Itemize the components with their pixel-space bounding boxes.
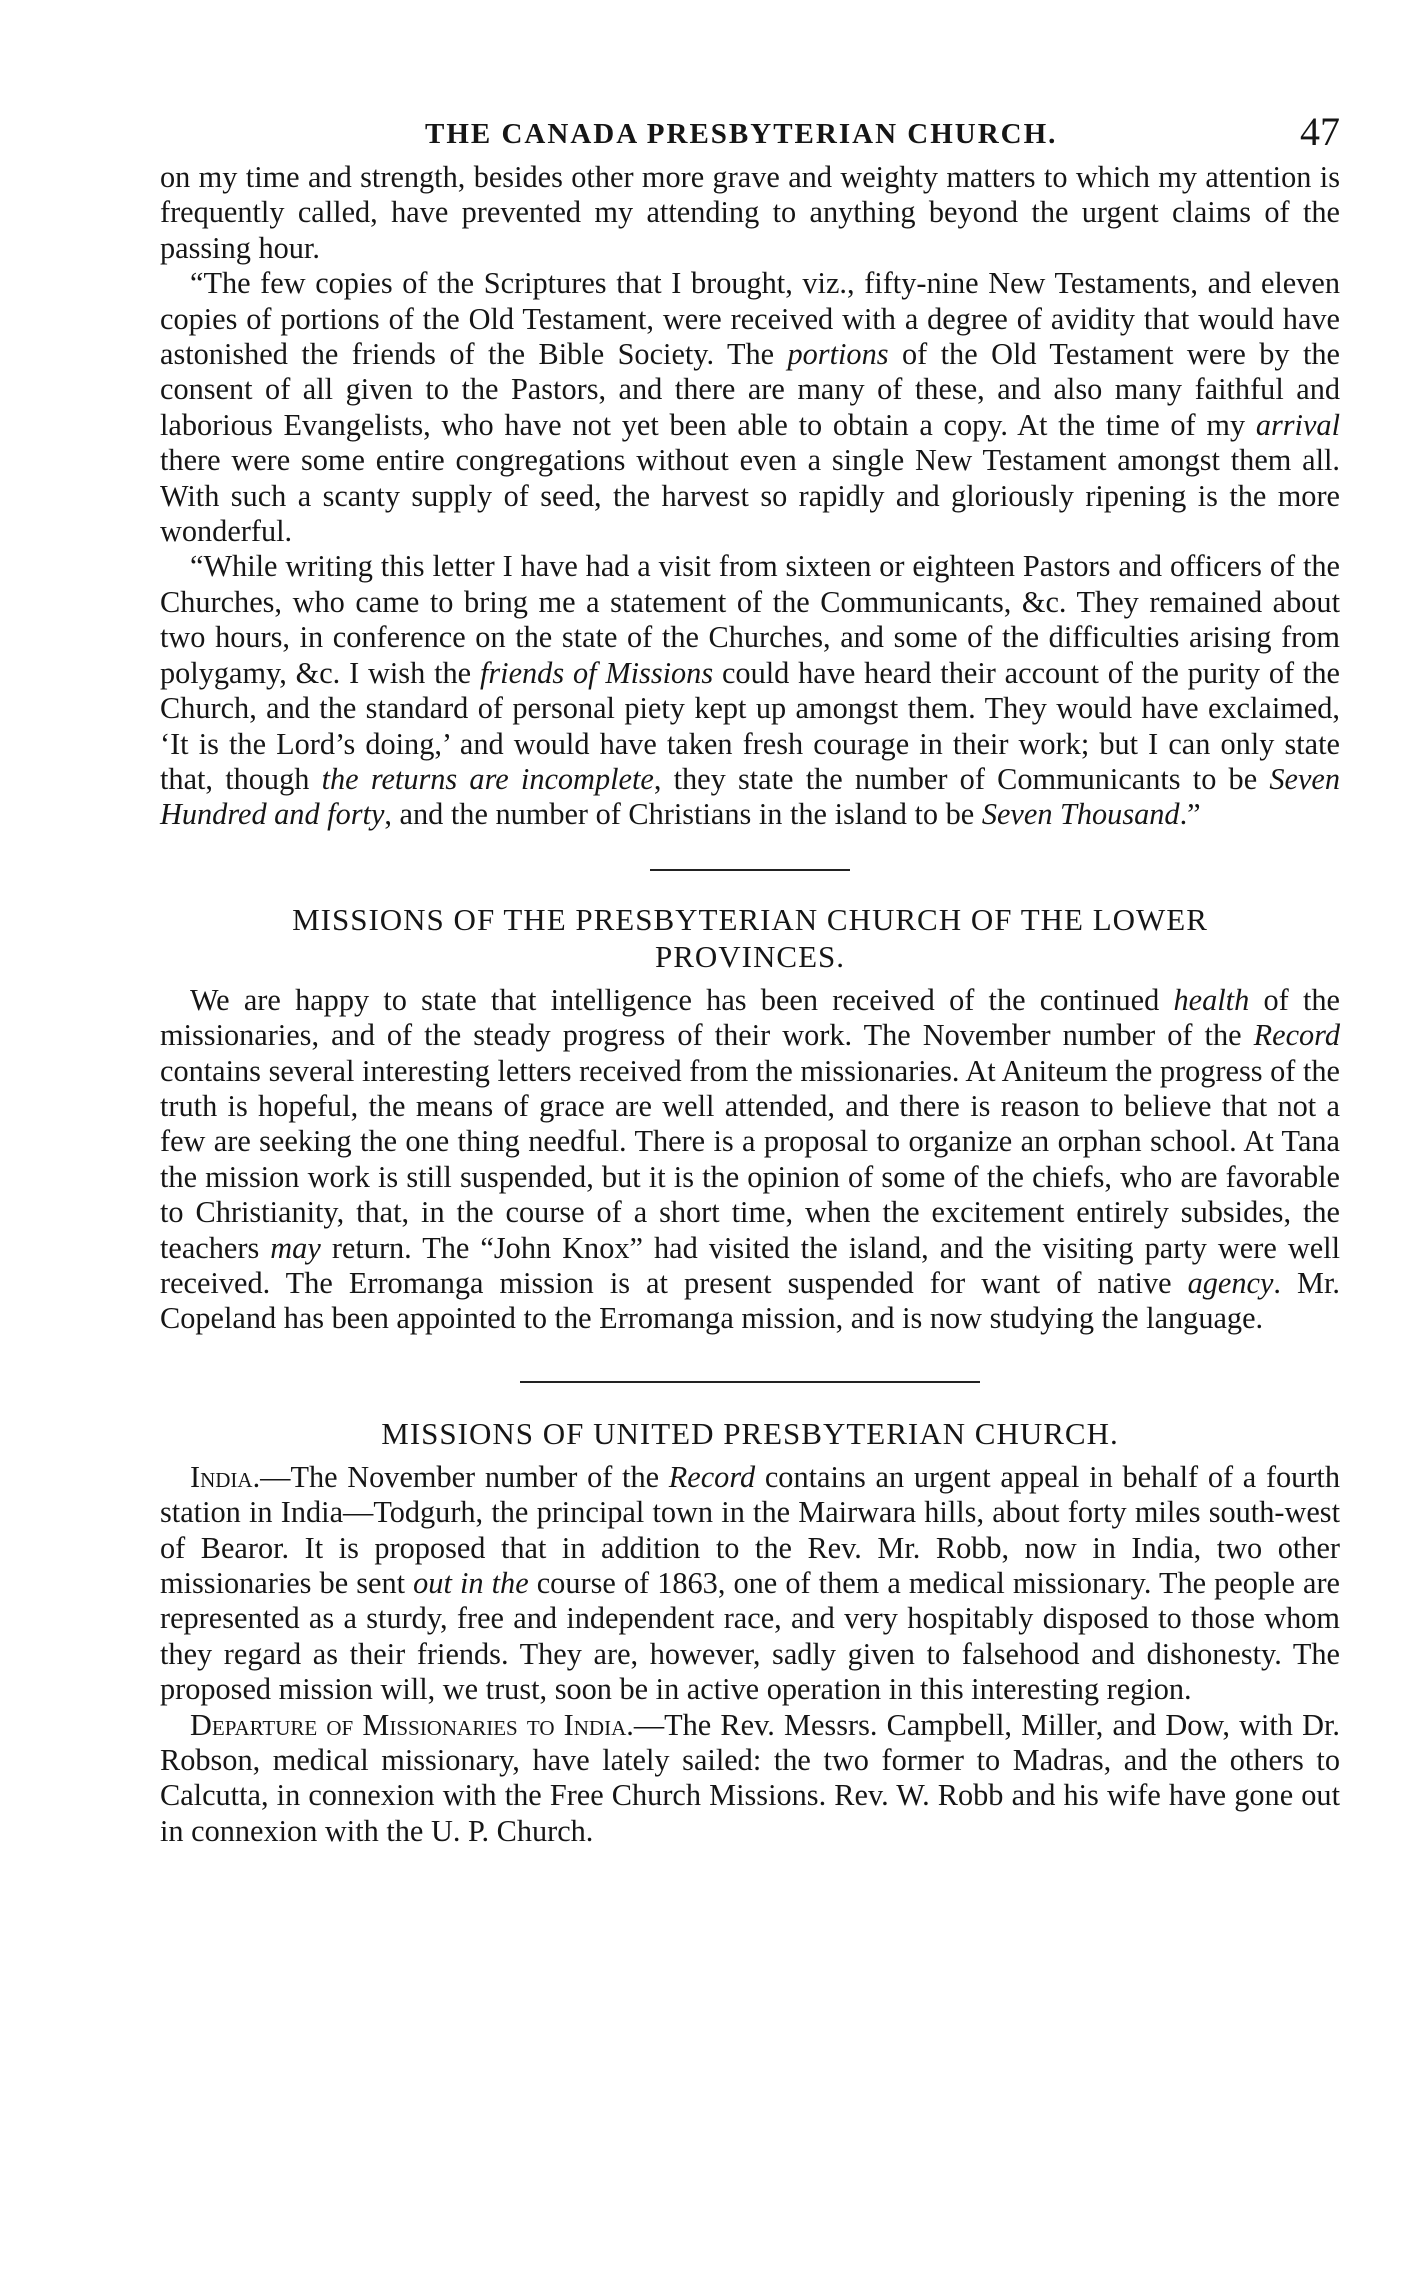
lp-emphasis: agency bbox=[1187, 1265, 1274, 1300]
section-divider bbox=[650, 869, 850, 871]
letter-p2-emphasis: portions bbox=[787, 337, 889, 372]
running-head bbox=[160, 100, 1340, 160]
letter-p3-emphasis: the returns are incomplete bbox=[321, 761, 654, 796]
letter-p3-emphasis: Seven Thousand bbox=[981, 797, 1180, 832]
letter-paragraph-1 bbox=[160, 160, 1340, 266]
lp-text: We are happy to state that intelligence has been received of the continued bbox=[190, 982, 1174, 1017]
letter-p3-emphasis: friends of Missions bbox=[479, 655, 714, 690]
india-lead: India. bbox=[190, 1459, 261, 1494]
lp-text: of the missionaries, and of the steady progress of their work. The November number of the bbox=[160, 982, 1340, 1053]
lower-provinces-paragraph bbox=[160, 983, 1340, 1337]
lp-text: return. The “John Knox” had visited the island, and the visiting party were well received. The Erromanga mission is at present suspended for want of native bbox=[160, 1230, 1340, 1300]
lp-text: contains several interesting letters received from the missionaries. At Aniteum the progress of the truth is hopeful, the means of grace are well attended, and there is reason to believe that not a few are seeking the one thing needful. There is a proposal to organize an orphan school. At Tana the mission work is still suspended, but it is the opinion of some of the chiefs, who are favorable to Christianity, that, in the course of a short time, when the excitement entirely subsides, the teachers bbox=[160, 1053, 1340, 1265]
letter-p1-text: on my time and strength, besides other more grave and weighty matters to which my attention is frequently called, have prevented my attending to anything beyond the urgent claims of the passing hour. bbox=[160, 160, 1340, 265]
india-emphasis: out in the bbox=[413, 1566, 529, 1600]
lp-emphasis: Record bbox=[1253, 1018, 1340, 1053]
page-number: 47 bbox=[1300, 109, 1340, 154]
india-emphasis: Record bbox=[668, 1459, 756, 1494]
lp-emphasis: health bbox=[1173, 982, 1250, 1017]
letter-p2-text: of the Old Testament were by the consent of all given to the Pastors, and there are many of these, and also many faithful and laborious Evangelists, who have not yet been able to obtain a copy. At the time of my bbox=[160, 337, 1340, 442]
book-page bbox=[160, 100, 1340, 1849]
section-title-line: MISSIONS OF THE PRESBYTERIAN CHURCH OF THE LOWER bbox=[292, 901, 1208, 937]
letter-p3-emphasis: Seven Hundred and forty bbox=[160, 761, 1341, 832]
letter-p3-text: , they state the number of Communicants to be bbox=[653, 761, 1270, 796]
section-title-united-presbyterian: MISSIONS OF UNITED PRESBYTERIAN CHURCH. bbox=[381, 1415, 1119, 1451]
letter-p3-text: “While writing this letter I have had a visit from sixteen or eighteen Pastors and officers of the Churches, who came to bring me a statement of the Communicants, &c. They remained about two hours, in conference on the state of the Churches, and some of the difficulties arising from polygamy, &c. I wish the bbox=[160, 549, 1340, 690]
india-text: —The November number of the bbox=[260, 1459, 669, 1494]
departure-lead: Departure of Missionaries to India. bbox=[190, 1707, 634, 1742]
india-paragraph bbox=[160, 1460, 1340, 1708]
lp-emphasis: may bbox=[270, 1230, 321, 1265]
letter-p2-text: “The few copies of the Scriptures that I brought, viz., fifty-nine New Testaments, and eleven copies of portions of the Old Testament, were received with a degree of avidity that would have astonished the friends of the Bible Society. The bbox=[160, 266, 1340, 372]
section-title-lower-provinces bbox=[160, 901, 1340, 975]
departure-text: —The Rev. Messrs. Campbell, Miller, and Dow, with Dr. Robson, medical missionary, have lately sailed: the two former to Madras, and the others to Calcutta, in connexion with the Free Church Missions. Rev. W. Robb and his wife have gone out in connexion with the U. P. Church. bbox=[160, 1707, 1340, 1848]
india-text: course of 1863, one of them a medical missionary. The people are represented as a sturdy, free and independent race, and very hospitably disposed to those whom they regard as their friends. They are, however, sadly given to falsehood and dishonesty. The proposed mission will, we trust, soon be in active operation in this interesting region. bbox=[160, 1566, 1340, 1707]
section-title-line: PROVINCES. bbox=[654, 938, 845, 974]
india-text: contains an urgent appeal in behalf of a fourth station in India—Todgurh, the principal town in the Mairwara hills, about forty miles south-west of Bearor. It is proposed that in addition to the Rev. Mr. Robb, now in India, two other missionaries be sent bbox=[160, 1459, 1340, 1600]
letter-p2-emphasis: arrival bbox=[1255, 407, 1340, 442]
departure-paragraph bbox=[160, 1708, 1340, 1850]
letter-p3-text: could have heard their account of the purity of the Church, and the standard of personal piety kept up amongst them. They would have exclaimed, ‘It is the Lord’s doing,’ and would have taken fresh courage in their work; but I can only state that, though bbox=[160, 655, 1340, 796]
letter-paragraph-3 bbox=[160, 549, 1340, 832]
letter-p2-text: there were some entire congregations without even a single New Testament amongst them all. With such a scanty supply of seed, the harvest so rapidly and gloriously ripening is the more wonderful. bbox=[160, 443, 1340, 549]
letter-p3-text: , and the number of Christians in the island to be bbox=[384, 797, 982, 832]
lp-text: . Mr. Copeland has been appointed to the Erromanga mission, and is now studying the language. bbox=[160, 1265, 1340, 1336]
letter-paragraph-2 bbox=[160, 266, 1340, 549]
letter-p3-text: .” bbox=[1179, 797, 1201, 832]
running-title: THE CANADA PRESBYTERIAN CHURCH. bbox=[425, 118, 1058, 150]
section-divider bbox=[520, 1381, 980, 1383]
